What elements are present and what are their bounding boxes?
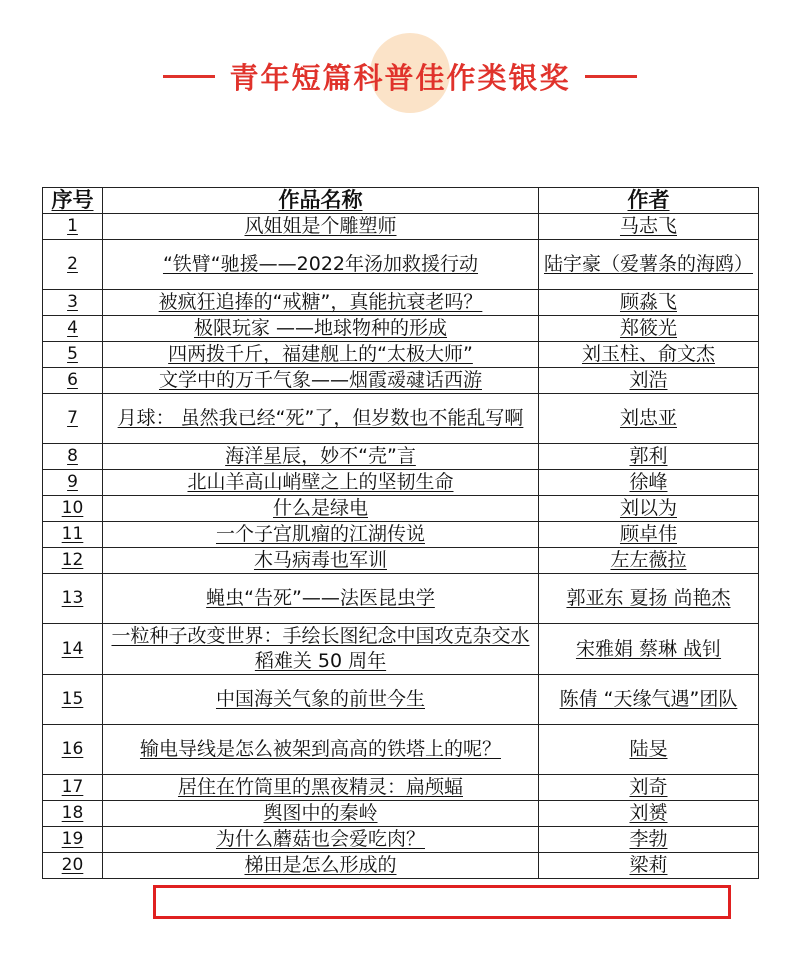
table-row [43, 470, 759, 496]
table-row [43, 342, 759, 368]
table-row [43, 496, 759, 522]
title-right-line [585, 75, 637, 78]
row-title: “铁臂“驰援——2022年汤加救援行动 [103, 240, 539, 290]
row-author: 刘赟 [539, 801, 759, 827]
table-row [43, 368, 759, 394]
row-title: 梯田是怎么形成的 [103, 853, 539, 879]
row-author: 刘浩 [539, 368, 759, 394]
row-author: 顾淼飞 [539, 290, 759, 316]
table-row [43, 290, 759, 316]
row-title: 被疯狂追捧的“戒糖”，真能抗衰老吗？ [103, 290, 539, 316]
row-title: 输电导线是怎么被架到高高的铁塔上的呢？ [103, 725, 539, 775]
row-no: 13 [43, 574, 103, 624]
row-no: 14 [43, 624, 103, 675]
row-no: 16 [43, 725, 103, 775]
row-title: 月球： 虽然我已经“死”了，但岁数也不能乱写啊 [103, 394, 539, 444]
row-no: 1 [43, 214, 103, 240]
row-author: 郑筱光 [539, 316, 759, 342]
row-no: 10 [43, 496, 103, 522]
table-row [43, 853, 759, 879]
row-title: 木马病毒也军训 [103, 548, 539, 574]
row-author: 徐峰 [539, 470, 759, 496]
row-author: 郭利 [539, 444, 759, 470]
row-title: 一粒种子改变世界：手绘长图纪念中国攻克杂交水稻难关 50 周年 [103, 624, 539, 675]
row-title: 什么是绿电 [103, 496, 539, 522]
awards-table [42, 187, 759, 879]
row-author: 刘忠亚 [539, 394, 759, 444]
table-row [43, 675, 759, 725]
row-no: 5 [43, 342, 103, 368]
table-row [43, 827, 759, 853]
row-title: 风姐姐是个雕塑师 [103, 214, 539, 240]
table-header-row [43, 188, 759, 214]
title-left-line [163, 75, 215, 78]
row-title: 一个子宫肌瘤的江湖传说 [103, 522, 539, 548]
table-row [43, 775, 759, 801]
header-no: 序号 [43, 188, 103, 214]
table-row [43, 214, 759, 240]
row-author: 陆旻 [539, 725, 759, 775]
row-author: 顾卓伟 [539, 522, 759, 548]
row-no: 15 [43, 675, 103, 725]
row-no: 12 [43, 548, 103, 574]
row-author: 陈倩 “天缘气遇”团队 [539, 675, 759, 725]
row-no: 4 [43, 316, 103, 342]
table-row [43, 624, 759, 675]
row-author: 马志飞 [539, 214, 759, 240]
row-no: 2 [43, 240, 103, 290]
title-banner [0, 48, 800, 104]
row-title: 北山羊高山峭壁之上的坚韧生命 [103, 470, 539, 496]
table-row [43, 522, 759, 548]
row-title: 极限玩家 ——地球物种的形成 [103, 316, 539, 342]
row-title: 舆图中的秦岭 [103, 801, 539, 827]
row-author: 左左薇拉 [539, 548, 759, 574]
row-no: 18 [43, 801, 103, 827]
row-no: 19 [43, 827, 103, 853]
table-row [43, 725, 759, 775]
row-no: 7 [43, 394, 103, 444]
table-row [43, 801, 759, 827]
table-row [43, 394, 759, 444]
page-title: 青年短篇科普佳作类银奖 [229, 60, 571, 95]
row-title: 文学中的万千气象——烟霞叆叇话西游 [103, 368, 539, 394]
row-author: 李勃 [539, 827, 759, 853]
table-row [43, 574, 759, 624]
row-author: 刘以为 [539, 496, 759, 522]
row-title: 为什么蘑菇也会爱吃肉？ [103, 827, 539, 853]
table-row [43, 444, 759, 470]
row-no: 11 [43, 522, 103, 548]
table-row [43, 240, 759, 290]
row-author: 郭亚东 夏扬 尚艳杰 [539, 574, 759, 624]
row-no: 9 [43, 470, 103, 496]
row-19-highlight-box [153, 885, 731, 919]
table-row [43, 548, 759, 574]
row-no: 3 [43, 290, 103, 316]
row-no: 8 [43, 444, 103, 470]
row-no: 17 [43, 775, 103, 801]
row-no: 20 [43, 853, 103, 879]
table-row [43, 316, 759, 342]
row-title: 蝇虫“告死”——法医昆虫学 [103, 574, 539, 624]
row-author: 刘玉柱、俞文杰 [539, 342, 759, 368]
row-title: 四两拨千斤，福建舰上的“太极大师” [103, 342, 539, 368]
header-title: 作品名称 [103, 188, 539, 214]
row-author: 刘奇 [539, 775, 759, 801]
row-author: 陆宇豪（爱薯条的海鸥） [539, 240, 759, 290]
row-title: 中国海关气象的前世今生 [103, 675, 539, 725]
row-no: 6 [43, 368, 103, 394]
row-title: 居住在竹筒里的黑夜精灵：扁颅蝠 [103, 775, 539, 801]
header-author: 作者 [539, 188, 759, 214]
row-author: 宋雅娟 蔡琳 战钊 [539, 624, 759, 675]
row-title: 海洋星辰，妙不“壳”言 [103, 444, 539, 470]
row-author: 梁莉 [539, 853, 759, 879]
